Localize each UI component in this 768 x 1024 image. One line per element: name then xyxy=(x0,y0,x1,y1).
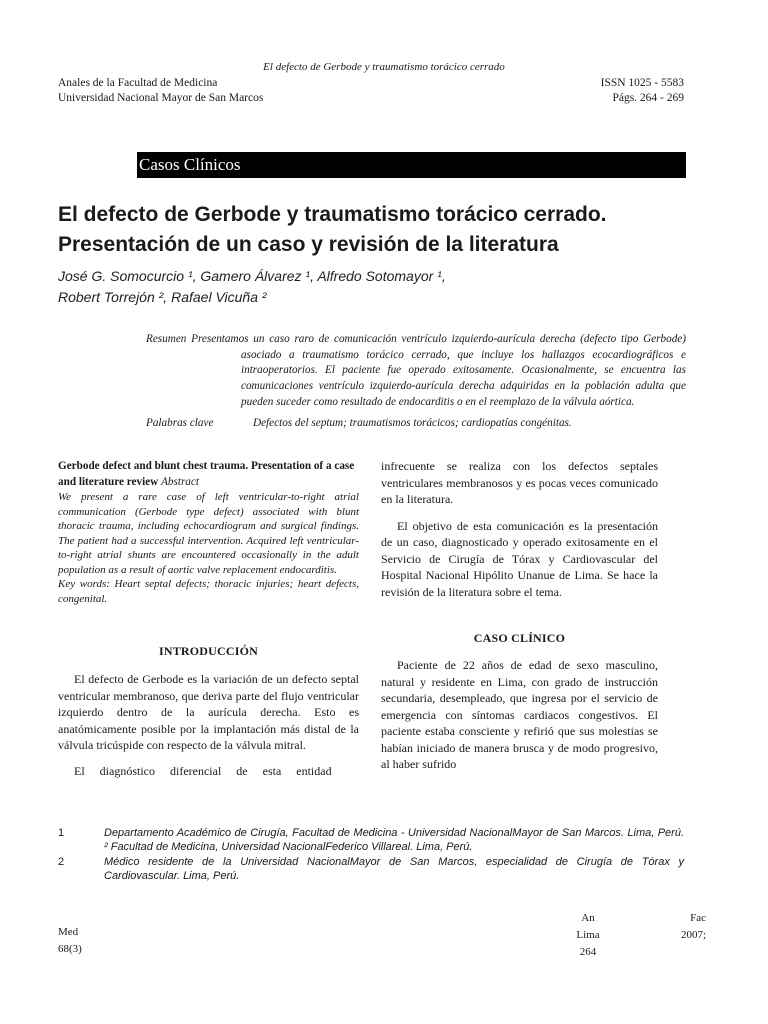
footer-city: Lima xyxy=(576,929,600,941)
left-column xyxy=(58,458,359,779)
footnotes xyxy=(58,827,684,883)
footer-fac: Fac xyxy=(690,912,706,924)
abstract-en-title-block xyxy=(58,458,359,490)
authors-line-2: Robert Torrejón ², Rafael Vicuña ² xyxy=(58,289,267,305)
abstract-en-text: We present a rare case of left ventricular-to-right atrial communication (Gerbode type defect) associated with blunt thoracic trauma, including echocardiogram and surgical findings. The patient had a successful intervention. Acquired left ventricular-to-right atrial shunts are encountered occasionally in the adult population as a result of aortic valve replacement endocarditis. xyxy=(58,491,359,576)
issn: ISSN 1025 - 5583 xyxy=(600,77,684,89)
footer-year: 2007; xyxy=(680,929,706,941)
footnote-text: Médico residente de la Universidad NacionalMayor de San Marcos, especialidad de Cirugía de Tórax y Cardiovascular. Lima, Perú. xyxy=(104,856,684,882)
footnote-text: Departamento Académico de Cirugía, Facultad de Medicina - Universidad NacionalMayor de San Marcos. Lima, Perú. ² Facultad de Medicina, Universidad NacionalFederico Villareal. Lima, Perú. xyxy=(104,827,684,853)
section-label: Casos Clínicos xyxy=(137,152,686,178)
footnote-number: 2 xyxy=(58,856,65,868)
footer-citation-right xyxy=(660,910,706,944)
footnote-2 xyxy=(58,856,684,883)
authors-line-1: José G. Somocurcio ¹, Gamero Álvarez ¹, Alfredo Sotomayor ¹, xyxy=(58,268,446,284)
journal-name: Anales de la Facultad de Medicina xyxy=(58,77,218,89)
abstract-es-text: Presentamos un caso raro de comunicación ventrículo izquierdo-aurícula derecha (defecto tipo Gerbode) asociado a traumatismo torácico cerrado, que incluye los hallazgos ecocardiográficos e intraoperatorios. El paciente fue operado exitosamente. Ocasionalmente, se encuentra las comunicaciones ventrículo izquierdo-aurícula derecha adquiridas en la población adulta que pueden suceder como resultado de endocarditis o en el reemplazo de la válvula aórtica. xyxy=(191,333,686,408)
footnote-number: 1 xyxy=(58,827,65,839)
case-heading: CASO CLÍNICO xyxy=(473,631,566,645)
publication-info xyxy=(601,76,684,106)
abstract-es-body xyxy=(146,332,686,411)
footer-page: 264 xyxy=(579,946,597,958)
footer-journal-abbr: An xyxy=(581,912,595,924)
page-range: Págs. 264 - 269 xyxy=(612,92,684,104)
footer-citation-mid xyxy=(573,910,603,961)
body-paragraph-2: El objetivo de esta comunicación es la presentación de un caso, diagnosticado y operado exitosamente en el Servicio de Cirugía de Tórax y Cardiovascular del Hospital Nacional Hipólito Unanue de Lima. Se hace la revisión de la literatura sobre el tema. xyxy=(381,518,658,599)
keywords-es xyxy=(146,416,686,432)
abstract-es xyxy=(146,332,686,431)
keywords-es-text: Defectos del septum; traumatismos torácicos; cardiopatías congénitas. xyxy=(253,416,572,429)
case-paragraph: Paciente de 22 años de edad de sexo masculino, natural y residente en Lima, con grado de instrucción secundaria, desempleado, que ingresa por el servicio de emergencia con síntomas cardiacos congestivos. El paciente estaba consciente y refirió que sus molestias se habían iniciado de manera brusca y de modo progresivo, al haber sufrido xyxy=(381,658,658,771)
author-list xyxy=(58,266,718,308)
body-paragraph-1: infrecuente se realiza con los defectos septales ventriculares membranosos y es pocas veces comunicado en la literatura. xyxy=(381,459,658,506)
footer-volume: 68(3) xyxy=(58,943,82,955)
intro-heading: INTRODUCCIÓN xyxy=(158,644,259,658)
intro-paragraph-1: El defecto de Gerbode es la variación de un defecto septal ventricular membranoso, que deriva parte del flujo ventricular izquierdo dentro de la aurícula derecha. Esto es anatómicamente posible por la implantación más distal de la válvula tricúspide con respecto de la válvula mitral. xyxy=(58,672,359,752)
right-column xyxy=(381,458,658,773)
abstract-es-label: Resumen xyxy=(146,333,187,345)
article-title: El defecto de Gerbode y traumatismo torácico cerrado. Presentación de un caso y revisión de la literatura xyxy=(58,203,607,256)
footer-med: Med xyxy=(58,926,79,938)
keywords-es-label: Palabras clave xyxy=(146,416,214,429)
footer-citation-left xyxy=(58,924,82,958)
running-title: El defecto de Gerbode y traumatismo torácico cerrado xyxy=(263,61,505,73)
journal-info xyxy=(58,76,263,106)
keywords-en: Key words: Heart septal defects; thoracic injuries; heart defects, congenital. xyxy=(58,578,359,605)
footnote-1 xyxy=(58,827,684,854)
abstract-en-label: Abstract xyxy=(161,476,199,488)
university-name: Universidad Nacional Mayor de San Marcos xyxy=(58,92,264,104)
abstract-en-title: Gerbode defect and blunt chest trauma. Presentation of a case and literature review xyxy=(58,460,355,488)
intro-paragraph-2: El diagnóstico diferencial de esta entidad xyxy=(74,763,332,778)
